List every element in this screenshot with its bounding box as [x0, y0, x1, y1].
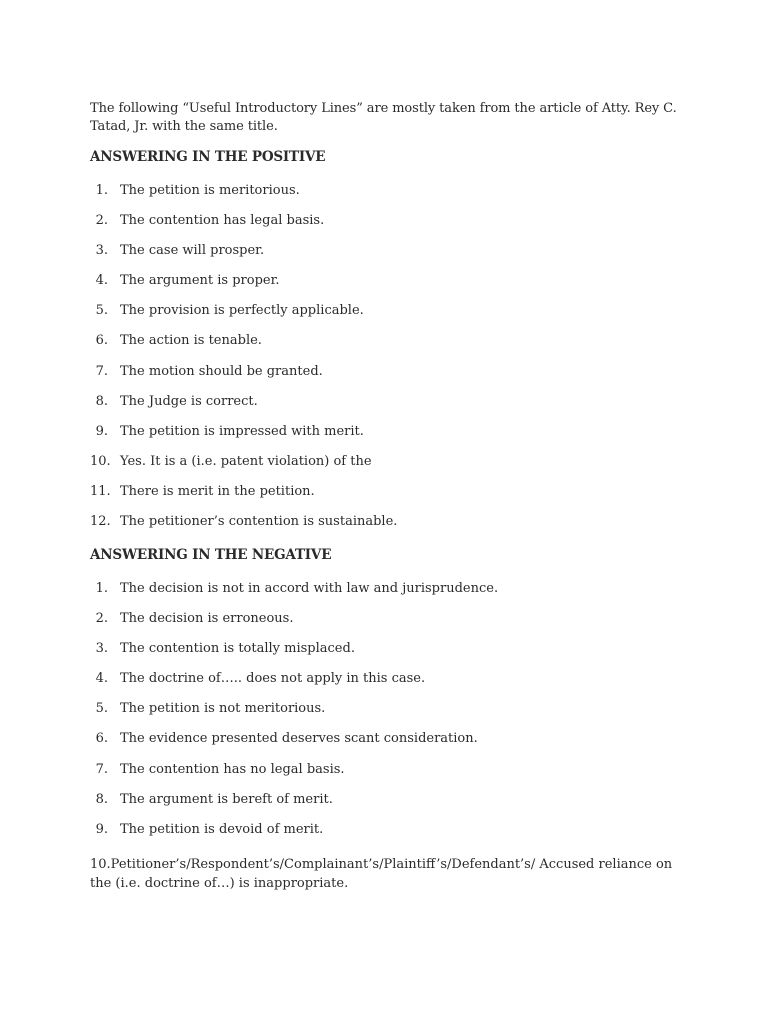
list-item	[90, 271, 397, 301]
list-item	[90, 579, 498, 609]
item-text: The case will prosper.	[120, 243, 265, 259]
item-number: 6.	[95, 731, 108, 747]
item-number: 8.	[95, 393, 108, 409]
positive-heading: ANSWERING IN THE POSITIVE	[90, 149, 326, 165]
item-text: The provision is perfectly applicable.	[120, 303, 364, 319]
list-item	[90, 609, 498, 639]
list-item	[90, 362, 397, 392]
list-item	[90, 669, 498, 699]
item-number: 9.	[95, 423, 108, 439]
list-item	[90, 639, 498, 669]
item-number: 2.	[95, 213, 108, 229]
item-text: The decision is erroneous.	[120, 611, 294, 627]
item-number: 12.	[90, 514, 111, 530]
item-number: 3.	[95, 243, 108, 259]
item-text: The argument is bereft of merit.	[120, 791, 333, 807]
item-text: There is merit in the petition.	[120, 483, 315, 499]
item-number: 6.	[95, 333, 108, 349]
intro-paragraph: The following “Useful Introductory Lines” are mostly taken from the article of Atty. Rey C. Tatad, Jr. with the same title.	[90, 101, 677, 134]
item-text: The contention has legal basis.	[120, 213, 325, 229]
item-text: The petition is meritorious.	[120, 183, 300, 198]
item-number: 3.	[95, 641, 108, 657]
item-number: 7.	[95, 761, 108, 777]
list-item	[90, 422, 397, 452]
item-number: 10.	[90, 453, 111, 469]
item-number: 5.	[95, 303, 108, 319]
item-text: The argument is proper.	[120, 273, 280, 289]
list-item	[90, 181, 397, 211]
item-text: The petition is impressed with merit.	[120, 423, 364, 439]
list-item	[90, 820, 498, 850]
item-text: The doctrine of….. does not apply in this case.	[120, 671, 426, 687]
list-item	[90, 452, 397, 482]
item-number: 5.	[95, 701, 108, 717]
item-text: The petitioner’s contention is sustainable.	[120, 514, 398, 530]
item-text: The contention has no legal basis.	[120, 761, 345, 777]
item-text: The petition is not meritorious.	[120, 701, 326, 717]
list-item	[90, 241, 397, 271]
item-text: The contention is totally misplaced.	[120, 641, 355, 657]
item-text: The petition is devoid of merit.	[120, 821, 324, 837]
item-number: 9.	[95, 821, 108, 837]
item-text: The motion should be granted.	[120, 363, 323, 379]
positive-list	[90, 181, 397, 542]
list-item	[90, 729, 498, 759]
item-number: 11.	[90, 483, 111, 499]
item-number: 4.	[95, 671, 108, 687]
list-item	[90, 760, 498, 790]
list-item	[90, 699, 498, 729]
item-text: The decision is not in accord with law and jurisprudence.	[120, 581, 499, 596]
item-number: 4.	[95, 273, 108, 289]
item-text: The evidence presented deserves scant consideration.	[120, 731, 478, 747]
list-item	[90, 211, 397, 241]
list-item	[90, 392, 397, 422]
item-number: 7.	[95, 363, 108, 379]
item-number: 1.	[95, 581, 108, 596]
negative-heading: ANSWERING IN THE NEGATIVE	[90, 547, 332, 563]
item-number: 2.	[95, 611, 108, 627]
item-number: 1.	[95, 183, 108, 198]
list-item	[90, 512, 397, 542]
list-item	[90, 790, 498, 820]
list-item	[90, 301, 397, 331]
tail-paragraph: 10.Petitioner’s/Respondent’s/Complainant’s/Plaintiff’s/Defendant’s/ Accused reliance on the (i.e. doctrine of…) is inappropriate.	[90, 857, 673, 891]
item-text: The Judge is correct.	[120, 393, 258, 409]
item-text: The action is tenable.	[120, 333, 262, 349]
list-item	[90, 482, 397, 512]
item-number: 8.	[95, 791, 108, 807]
negative-list	[90, 579, 498, 850]
list-item	[90, 331, 397, 361]
item-text: Yes. It is a (i.e. patent violation) of the	[120, 453, 372, 469]
